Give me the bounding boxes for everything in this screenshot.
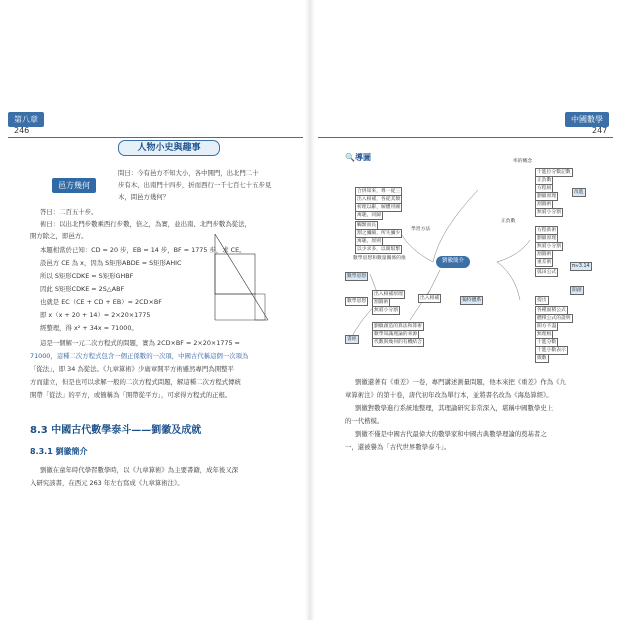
mindmap-node: 體積公式的證明: [537, 315, 571, 321]
explain-line: 所以 S矩形CDKE = S矩形GHBF: [40, 272, 134, 280]
mindmap-node: 書經: [347, 336, 357, 342]
para-line: 章算術注》的第十卷，唐代初年改為單行本，並將書名改為《海島算經》。: [345, 391, 553, 399]
mindmap-node: 出入相補原理: [374, 291, 403, 297]
mindmap-node: 開創: [572, 287, 582, 293]
mindmap-node: 無窮小分割: [537, 209, 561, 215]
mindmap-node: 劉徽原理: [537, 193, 557, 199]
page-number: 246: [14, 126, 30, 135]
mindmap-node: 數學思想: [347, 273, 367, 279]
para-line: 一，還被譽為「古代世界數學泰斗」。: [345, 443, 451, 451]
mindmap-node: 寓趣，原則: [357, 238, 381, 244]
mindmap-node: 割圓術: [537, 251, 552, 257]
mindmap-node: 微數: [537, 355, 547, 361]
mindmap-node: 改進: [574, 189, 584, 195]
explain-line: 因此 S矩形CDKE = 2S△ABF: [40, 285, 125, 293]
mindmap-node: 割之彌細，所失彌少: [357, 230, 401, 236]
mindmap-node: 無窮小分割: [374, 307, 398, 313]
mindmap-node: π≈3.14: [572, 263, 590, 269]
mindmap-node: 各種面積公式: [537, 307, 566, 313]
mindmap-node: 弧田公式: [537, 269, 557, 275]
problem-line: 木，問邑方幾何？: [118, 193, 170, 201]
right-page: [310, 0, 620, 620]
mindmap-node: 開方不盡: [537, 323, 557, 329]
mindmap-node: 學習方法: [411, 226, 431, 232]
para-line: 劉徽還著有《重差》一卷，專門講述測量問題，他本來把《重差》作為《九: [355, 378, 566, 386]
para-line: 劉徽不僅是中國古代最偉大的數學家和中國古典數學理論的奠基者之: [355, 430, 547, 438]
explain-line: 設邑方 CE 為 x，因為 S矩形ABDE = S矩形AHIC: [40, 259, 182, 267]
para-line: 這是一個解一元二次方程式的問題，實為 2CD×BF = 2×20×1775 =: [40, 339, 240, 347]
explain-line: 即 x（x + 20 + 14）= 2×20×1775: [40, 311, 151, 319]
heading-8-3: 8.3 中國古代數學泰斗——劉徽及成就: [30, 425, 202, 436]
mindmap-node: 寓趣，同歸: [357, 212, 381, 218]
mindmap-node: 數學知識理論的來源: [374, 331, 418, 337]
problem-line: 步有木，出南門十四步，折而西行一千七百七十五步見: [118, 181, 272, 189]
chapter-tab: 第八章: [8, 112, 44, 127]
mindmap-node: 出入相補，各從其類: [357, 196, 401, 202]
mindmap-node: 方程組: [537, 185, 552, 191]
para-line: 的一代楷模。: [345, 417, 384, 425]
mindmap-node: 觸類而長: [357, 222, 377, 228]
para-line: 劉徽對數學進行系統地整理，其理論研究非常深入，堪稱中國數學史上: [355, 404, 554, 412]
mindmap-node: 提出: [537, 297, 547, 303]
mindmap-node: 無窮小分割: [537, 243, 561, 249]
mindmap-node: 代數與幾何的有機結合: [374, 339, 422, 345]
mindmap-node: 劉徽原理: [537, 235, 557, 241]
chapter-tab: 中國數學: [565, 112, 609, 127]
mindmap-node: 數學思想: [347, 298, 367, 304]
square-figure: [210, 232, 270, 322]
problem-line: 問曰：今有邑方不知大小，各中開門，出北門二十: [118, 169, 259, 177]
mindmap-node: 十進小數表示: [537, 347, 566, 353]
intro-line: 入研究該書，在西元 263 年左右寫成《九章算術注》。: [30, 479, 184, 487]
mindmap-node: 割圓術: [374, 299, 389, 305]
header-rule: [8, 137, 303, 138]
mindmap-node: 正負數: [537, 177, 552, 183]
mindmap-node: 重差術: [537, 259, 552, 265]
mindmap-node: 以少求多，以簡馭繁: [357, 246, 401, 252]
mindmap-node: 獨特體系: [462, 297, 482, 303]
mindmap-node: 合併知來，尊一從三: [357, 188, 401, 194]
para-line: 開帶「從法」的平方，或簡稱為「開帶從平方」，可求得方程式的正根。: [30, 391, 232, 399]
method-line: 術曰：以出北門步數乘西行步數，倍之，為實，並出南、北門步數為從法，: [40, 220, 251, 228]
mindmap-node: 劉徽創造的算法和算術: [374, 323, 422, 329]
mindmap-node: 數學思想和數量關係的推: [353, 255, 406, 261]
method-line: 開方除之，即邑方。: [30, 232, 88, 240]
para-line: 「從法」，即 34 為從法。《九章算術》少廣章開平方術雖然專門為開整平: [30, 365, 234, 373]
guide-title: 🔍導圖: [345, 153, 371, 162]
mindmap-node: 出入相補: [420, 295, 440, 301]
answer-line: 答曰：二百五十步。: [40, 208, 98, 216]
search-icon: 🔍: [345, 153, 355, 162]
mindmap-node: 率的概念: [513, 158, 533, 164]
explain-line: 本題相當於已知：CD = 20 步，EB = 14 步，BF = 1775 步，求 CE。: [40, 246, 246, 254]
section-title: 人物小史與趣事: [118, 140, 220, 156]
problem-box-label: 邑方幾何: [52, 178, 96, 193]
para-line: 方而建立，但是也可以求解一般的二次方程式問題，解這種二次方程式傳統: [30, 378, 241, 386]
mindmap-node: 正負數: [501, 218, 516, 224]
page-number: 247: [592, 126, 608, 135]
intro-line: 劉徽在童年時代學習數學時，以《九章算術》為主要書籍，成年後又深: [40, 466, 239, 474]
mindmap-node: 析理以辭，解體用圖: [357, 204, 401, 210]
header-rule: [318, 137, 613, 138]
para-line: 71000，這種二次方程式包含一個正係數的一次項，中國古代稱這個一次項為: [30, 352, 249, 360]
explain-line: 經整理，得 x² + 34x = 71000。: [40, 324, 138, 332]
heading-8-3-1: 8.3.1 劉徽簡介: [30, 447, 88, 456]
explain-line: 也就是 EC（CE + CD + EB）= 2CD×BF: [40, 298, 162, 306]
mindmap-node: 方程新術: [537, 227, 557, 233]
mindmap-node: 割圓術: [537, 201, 552, 207]
mindmap-node: 十進分數: [537, 339, 557, 345]
mindmap-node: 無理根: [537, 331, 552, 337]
mindmap-node: 十進位分數記數: [537, 169, 571, 175]
mindmap-center: 劉徽簡介: [436, 256, 470, 268]
